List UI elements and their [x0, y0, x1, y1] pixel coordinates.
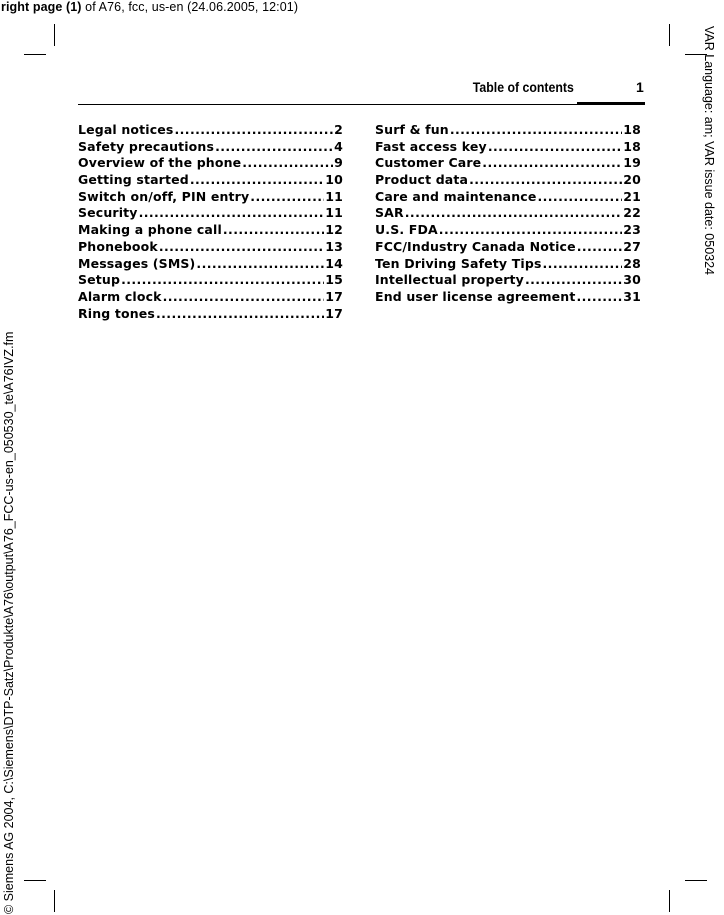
toc-leader — [163, 289, 325, 304]
toc-entry-page: 4 — [334, 138, 343, 154]
toc-entry-title: Security — [78, 205, 138, 221]
toc-column-left — [78, 122, 343, 322]
toc-entry[interactable] — [375, 256, 641, 273]
print-info-rest: of A76, fcc, us-en (24.06.2005, 12:01) — [81, 0, 299, 14]
toc-entry-page: 9 — [334, 155, 343, 171]
toc-entry-title: Phonebook — [78, 238, 158, 254]
toc-entry-title: Alarm clock — [78, 288, 162, 304]
toc-entry[interactable] — [78, 306, 343, 323]
toc-entry-page: 27 — [623, 238, 641, 254]
toc-entry-title: Care and maintenance — [375, 188, 537, 204]
toc-entry-title: FCC/Industry Canada Notice — [375, 238, 576, 254]
toc-entry[interactable] — [375, 222, 641, 239]
toc-entry-title: Surf & fun — [375, 122, 449, 137]
toc-entry[interactable] — [78, 139, 343, 156]
toc-entry-title: Making a phone call — [78, 222, 222, 238]
toc-entry-page: 14 — [325, 255, 343, 271]
crop-mark — [54, 890, 55, 912]
toc-entry[interactable] — [375, 205, 641, 222]
header-rule-accent — [577, 102, 645, 105]
toc-entry[interactable] — [375, 172, 641, 189]
toc-leader — [543, 256, 623, 271]
toc-entry[interactable] — [78, 256, 343, 273]
toc-leader — [537, 189, 622, 204]
header-rule — [78, 104, 645, 105]
toc-entry-page: 12 — [325, 222, 343, 238]
toc-leader — [439, 222, 623, 237]
toc-leader — [525, 272, 622, 287]
toc-leader — [159, 239, 324, 254]
toc-entry[interactable] — [78, 205, 343, 222]
print-info — [1, 0, 298, 14]
toc-entry-page: 18 — [623, 138, 641, 154]
toc-leader — [190, 172, 324, 187]
toc-leader — [577, 239, 623, 254]
crop-mark — [54, 24, 55, 46]
toc-entry[interactable] — [375, 239, 641, 256]
toc-column-right — [375, 122, 641, 306]
toc-leader — [242, 155, 333, 170]
toc-entry[interactable] — [375, 139, 641, 156]
toc-entry[interactable] — [375, 155, 641, 172]
toc-entry[interactable] — [78, 189, 343, 206]
toc-entry-page: 17 — [325, 288, 343, 304]
toc-entry-title: Customer Care — [375, 155, 482, 171]
toc-entry-title: Overview of the phone — [78, 155, 242, 171]
crop-mark — [24, 880, 46, 881]
toc-leader — [175, 122, 334, 137]
crop-mark — [669, 890, 670, 912]
toc-entry[interactable] — [375, 272, 641, 289]
toc-entry[interactable] — [78, 289, 343, 306]
toc-entry[interactable] — [78, 122, 343, 139]
toc-leader — [576, 289, 622, 304]
toc-entry[interactable] — [78, 222, 343, 239]
toc-entry-page: 15 — [325, 272, 343, 288]
toc-leader — [223, 222, 324, 237]
crop-mark — [685, 880, 707, 881]
toc-entry-title: Setup — [78, 272, 121, 288]
toc-entry-page: 11 — [325, 188, 343, 204]
toc-entry-title: Intellectual property — [375, 272, 524, 288]
toc-entry-page: 20 — [623, 172, 641, 188]
toc-leader — [196, 256, 324, 271]
toc-entry-page: 23 — [623, 222, 641, 238]
toc-entry[interactable] — [78, 155, 343, 172]
toc-leader — [250, 189, 324, 204]
toc-entry-page: 11 — [325, 205, 343, 221]
toc-entry-title: Ring tones — [78, 305, 155, 321]
toc-entry-title: Getting started — [78, 172, 189, 188]
toc-entry[interactable] — [375, 189, 641, 206]
toc-entry[interactable] — [375, 122, 641, 139]
toc-entry-page: 18 — [623, 122, 641, 137]
toc-entry-title: Product data — [375, 172, 469, 188]
toc-leader — [488, 139, 622, 154]
page-title: Table of contents — [472, 79, 574, 95]
toc-leader — [215, 139, 333, 154]
toc-entry-page: 19 — [623, 155, 641, 171]
toc-entry-title: Ten Driving Safety Tips — [375, 255, 542, 271]
toc-entry-page: 22 — [623, 205, 641, 221]
toc-entry[interactable] — [78, 239, 343, 256]
toc-entry[interactable] — [78, 172, 343, 189]
toc-entry-title: U.S. FDA — [375, 222, 438, 238]
page-number: 1 — [636, 79, 644, 95]
file-path-note: © Siemens AG 2004, C:\Siemens\DTP-Satz\Produkte\A76\output\A76_FCC-us-en_050530_te\A76IVZ.fm — [2, 331, 16, 914]
crop-mark — [669, 24, 670, 46]
toc-leader — [450, 122, 622, 137]
toc-entry-title: Switch on/off, PIN entry — [78, 188, 250, 204]
toc-leader — [482, 155, 622, 170]
crop-mark — [24, 54, 46, 55]
toc-entry-page: 31 — [623, 288, 641, 304]
toc-entry-page: 28 — [623, 255, 641, 271]
toc-leader — [121, 272, 324, 287]
toc-leader — [156, 306, 324, 321]
toc-entry-title: Safety precautions — [78, 138, 215, 154]
toc-entry[interactable] — [375, 289, 641, 306]
toc-entry-page: 17 — [325, 305, 343, 321]
print-info-bold: right page (1) — [1, 0, 82, 14]
toc-leader — [469, 172, 622, 187]
var-language-note: VAR Language: am; VAR issue date: 050324 — [702, 26, 716, 276]
toc-entry[interactable] — [78, 272, 343, 289]
toc-entry-page: 10 — [325, 172, 343, 188]
toc-entry-title: Legal notices — [78, 122, 174, 137]
toc-entry-title: SAR — [375, 205, 404, 221]
toc-entry-page: 21 — [623, 188, 641, 204]
toc-entry-title: Messages (SMS) — [78, 255, 196, 271]
toc-leader — [405, 205, 623, 220]
toc-entry-page: 13 — [325, 238, 343, 254]
toc-leader — [139, 205, 325, 220]
toc-entry-page: 30 — [623, 272, 641, 288]
toc-entry-title: End user license agreement — [375, 288, 576, 304]
toc-entry-title: Fast access key — [375, 138, 487, 154]
toc-entry-page: 2 — [334, 122, 343, 137]
